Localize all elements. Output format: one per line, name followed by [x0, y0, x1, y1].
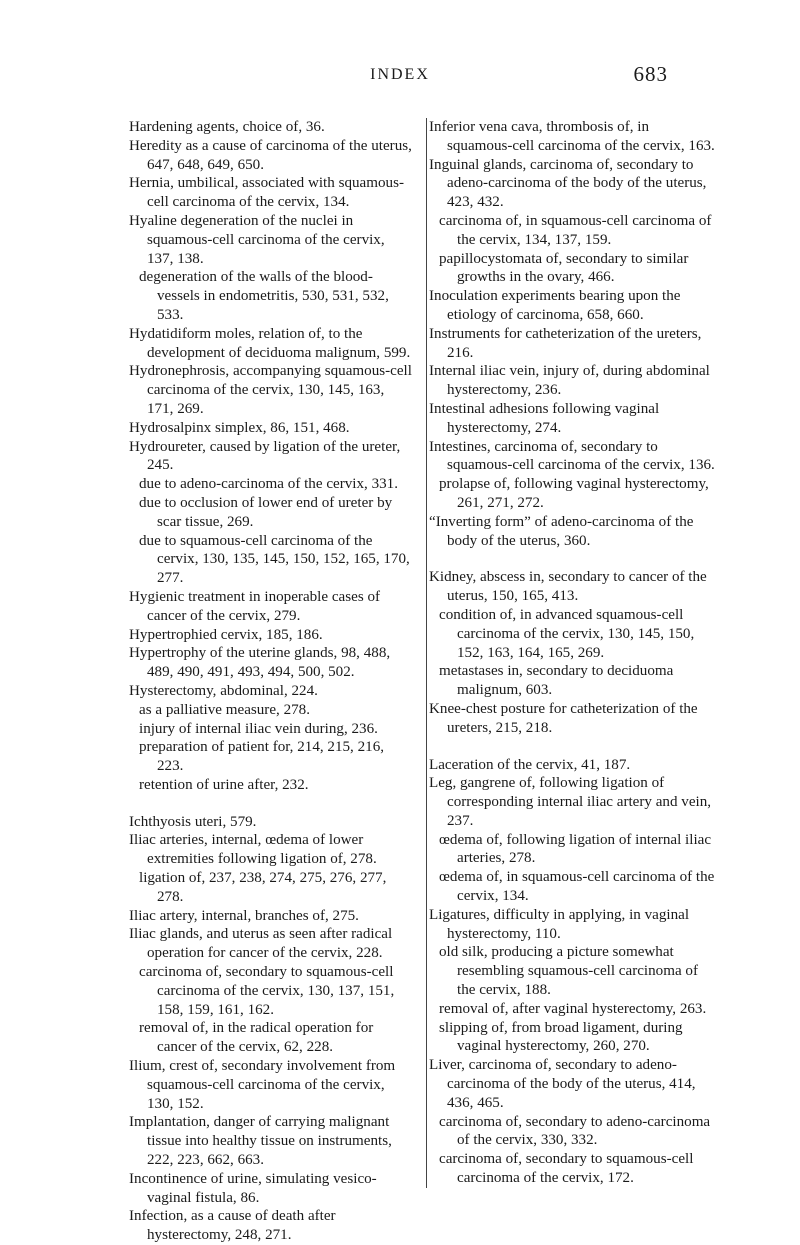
- index-subentry: œdema of, following ligation of internal iliac arteries, 278.: [439, 831, 712, 867]
- index-entry: Hydatidiform moles, relation of, to the development of deciduoma malignum, 599.: [129, 325, 411, 361]
- index-entry: Laceration of the cervix, 41, 187.: [429, 756, 631, 773]
- index-entry: Ligatures, difficulty in applying, in vaginal hysterectomy, 110.: [429, 906, 690, 942]
- index-entry: Intestinal adhesions following vaginal hysterectomy, 274.: [429, 400, 660, 436]
- index-entry: Hernia, umbilical, associated with squamous-cell carcinoma of the cervix, 134.: [129, 175, 404, 211]
- index-entry: Hygienic treatment in inoperable cases of cancer of the cervix, 279.: [129, 588, 381, 624]
- index-subentry: carcinoma of, secondary to adeno-carcinoma of the cervix, 330, 332.: [439, 1113, 711, 1149]
- section-gap: [429, 738, 717, 756]
- index-subentry: ligation of, 237, 238, 274, 275, 276, 277, 278.: [139, 870, 387, 905]
- index-entry: Hysterectomy, abdominal, 224.: [129, 682, 318, 699]
- index-entry: Hyaline degeneration of the nuclei in squamous-cell carcinoma of the cervix, 137, 138.: [129, 212, 385, 267]
- index-subentry: papillocystomata of, secondary to similar growths in the ovary, 466.: [439, 250, 689, 286]
- running-header-title: INDEX: [370, 66, 430, 83]
- index-column-right: [426, 118, 717, 1188]
- index-subentry: carcinoma of, in squamous-cell carcinoma of the cervix, 134, 137, 159.: [439, 212, 712, 248]
- index-subentry: as a palliative measure, 278.: [139, 701, 310, 718]
- index-entry: Kidney, abscess in, secondary to cancer of the uterus, 150, 165, 413.: [429, 569, 707, 605]
- index-entry: Hydronephrosis, accompanying squamous-cell carcinoma of the cervix, 130, 145, 163, 171, 269.: [129, 363, 412, 417]
- index-entry: Incontinence of urine, simulating vesico-vaginal fistula, 86.: [129, 1170, 377, 1206]
- index-entry: Iliac glands, and uterus as seen after radical operation for cancer of the cervix, 228.: [129, 926, 393, 962]
- index-entry: Heredity as a cause of carcinoma of the uterus, 647, 648, 649, 650.: [129, 137, 412, 173]
- index-subentry: old silk, producing a picture somewhat resembling squamous-cell carcinoma of the cervix, 188.: [439, 944, 698, 999]
- index-entry: Inferior vena cava, thrombosis of, in squamous-cell carcinoma of the cervix, 163.: [429, 119, 715, 154]
- index-column-left: [129, 118, 414, 1245]
- index-subentry: retention of urine after, 232.: [139, 776, 309, 793]
- index-subentry: injury of internal iliac vein during, 236.: [139, 720, 378, 737]
- index-entry: Ichthyosis uteri, 579.: [129, 813, 257, 830]
- index-subentry: removal of, in the radical operation for cancer of the cervix, 62, 228.: [139, 1020, 374, 1056]
- index-entry: Hardening agents, choice of, 36.: [129, 119, 325, 135]
- index-entry: Infection, as a cause of death after hysterectomy, 248, 271.: [129, 1208, 336, 1244]
- index-entry: Implantation, danger of carrying malignant tissue into healthy tissue on instruments, 222, 223, 662, 663.: [129, 1114, 392, 1169]
- index-entry: Hypertrophy of the uterine glands, 98, 488, 489, 490, 491, 493, 494, 500, 502.: [129, 645, 391, 681]
- index-entry: Leg, gangrene of, following ligation of corresponding internal iliac artery and vein, 237.: [429, 775, 712, 829]
- index-entry: Iliac arteries, internal, œdema of lower extremities following ligation of, 278.: [129, 832, 377, 868]
- index-subentry: due to squamous-cell carcinoma of the cervix, 130, 135, 145, 150, 152, 165, 170, 277.: [139, 532, 410, 587]
- index-subentry: removal of, after vaginal hysterectomy, 263.: [439, 1000, 707, 1017]
- index-entry: Internal iliac vein, injury of, during abdominal hysterectomy, 236.: [429, 363, 710, 399]
- index-entry: Inoculation experiments bearing upon the etiology of carcinoma, 658, 660.: [429, 288, 681, 323]
- index-subentry: condition of, in advanced squamous-cell carcinoma of the cervix, 130, 145, 150, 152, 163, 164, 165, 269.: [439, 606, 695, 661]
- section-gap: [129, 795, 414, 813]
- index-entry: Liver, carcinoma of, secondary to adeno-carcinoma of the body of the uterus, 414, 436, 465.: [429, 1057, 696, 1111]
- section-gap: [429, 550, 717, 568]
- index-subentry: metastases in, secondary to deciduoma malignum, 603.: [439, 663, 674, 699]
- index-subentry: due to adeno-carcinoma of the cervix, 331.: [139, 476, 399, 493]
- index-entry: Iliac artery, internal, branches of, 275.: [129, 907, 359, 924]
- index-subentry: prolapse of, following vaginal hysterectomy, 261, 271, 272.: [439, 476, 709, 511]
- page-header: [0, 62, 800, 92]
- index-subentry: due to occlusion of lower end of ureter by scar tissue, 269.: [139, 494, 393, 530]
- index-subentry: slipping of, from broad ligament, during vaginal hysterectomy, 260, 270.: [439, 1019, 683, 1055]
- index-entry: Hypertrophied cervix, 185, 186.: [129, 626, 323, 643]
- index-entry: Hydrosalpinx simplex, 86, 151, 468.: [129, 419, 350, 436]
- index-subentry: degeneration of the walls of the blood-vessels in endometritis, 530, 531, 532, 533.: [139, 269, 389, 323]
- index-entry: Knee-chest posture for catheterization of the ureters, 215, 218.: [429, 700, 698, 736]
- index-entry: Intestines, carcinoma of, secondary to squamous-cell carcinoma of the cervix, 136.: [429, 438, 715, 474]
- index-subentry: carcinoma of, secondary to squamous-cell carcinoma of the cervix, 130, 137, 151, 158, 159, 161, 162.: [139, 964, 395, 1018]
- index-entry: Inguinal glands, carcinoma of, secondary to adeno-carcinoma of the body of the uterus, 423, 432.: [429, 156, 707, 211]
- index-subentry: carcinoma of, secondary to squamous-cell carcinoma of the cervix, 172.: [439, 1151, 694, 1187]
- index-subentry: œdema of, in squamous-cell carcinoma of the cervix, 134.: [439, 869, 715, 905]
- index-entry: Instruments for catheterization of the ureters, 216.: [429, 325, 702, 361]
- page-number: 683: [633, 62, 668, 86]
- index-entry: Ilium, crest of, secondary involvement from squamous-cell carcinoma of the cervix, 130, 152.: [129, 1058, 396, 1112]
- index-entry: “Inverting form” of adeno-carcinoma of the body of the uterus, 360.: [429, 513, 694, 549]
- index-subentry: preparation of patient for, 214, 215, 216, 223.: [139, 739, 385, 775]
- index-entry: Hydroureter, caused by ligation of the ureter, 245.: [129, 438, 401, 474]
